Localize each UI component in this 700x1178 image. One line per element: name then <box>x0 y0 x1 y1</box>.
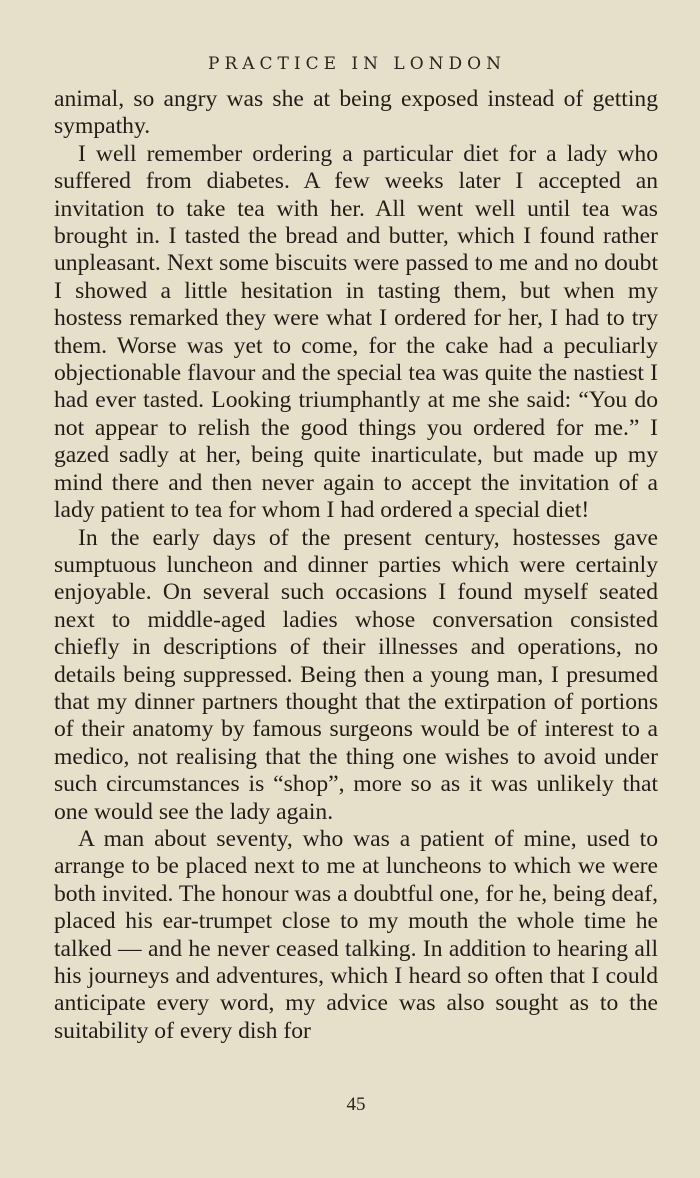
paragraph-deaf-patient: A man about seventy, who was a patient of mine, used to arrange to be placed next to me at luncheons to which we were both invited. The honour was a doubtful one, for he, being deaf, placed his ear-trumpet close to my mouth the whole time he talked — and he never ceased talking. In addition to hearing all his journeys and adventures, which I heard so often that I could anticipate every word, my advice was also sought as to the suitability of every dish for <box>54 825 658 1044</box>
page-number: 45 <box>346 1094 366 1115</box>
paragraph-dinner-parties: In the early days of the present century, hostesses gave sumptuous luncheon and dinner parties which were certainly enjoyable. On several such occasions I found myself seated next to middle-aged ladies whose conversation consisted chiefly in descriptions of their illnesses and operations, no details being suppressed. Being then a young man, I presumed that my dinner partners thought that the extirpation of portions of their anatomy by famous surgeons would be of interest to a medico, not realising that the thing one wishes to avoid under such circumstances is “shop”, more so as it was unlikely that one would see the lady again. <box>54 524 658 825</box>
running-head: PRACTICE IN LONDON <box>208 54 506 74</box>
paragraph-continued: animal, so angry was she at being exposed instead of getting sympathy. <box>54 86 658 140</box>
paragraph-diabetes-tea: I well remember ordering a particular diet for a lady who suffered from diabetes. A few weeks later I accepted an invitation to take tea with her. All went well until tea was brought in. I tasted the bread and butter, which I found rather unpleasant. Next some biscuits were passed to me and no doubt I showed a little hesitation in tasting them, but when my hostess remarked they were what I ordered for her, I had to try them. Worse was yet to come, for the cake had a peculiarly objectionable flavour and the special tea was quite the nastiest I had ever tasted. Looking triumphantly at me she said: “You do not appear to relish the good things you ordered for me.” I gazed sadly at her, being quite inarticulate, but made up my mind there and then never again to accept the invitation of a lady patient to tea for whom I had ordered a special diet! <box>54 140 658 524</box>
body-text <box>54 86 658 1045</box>
